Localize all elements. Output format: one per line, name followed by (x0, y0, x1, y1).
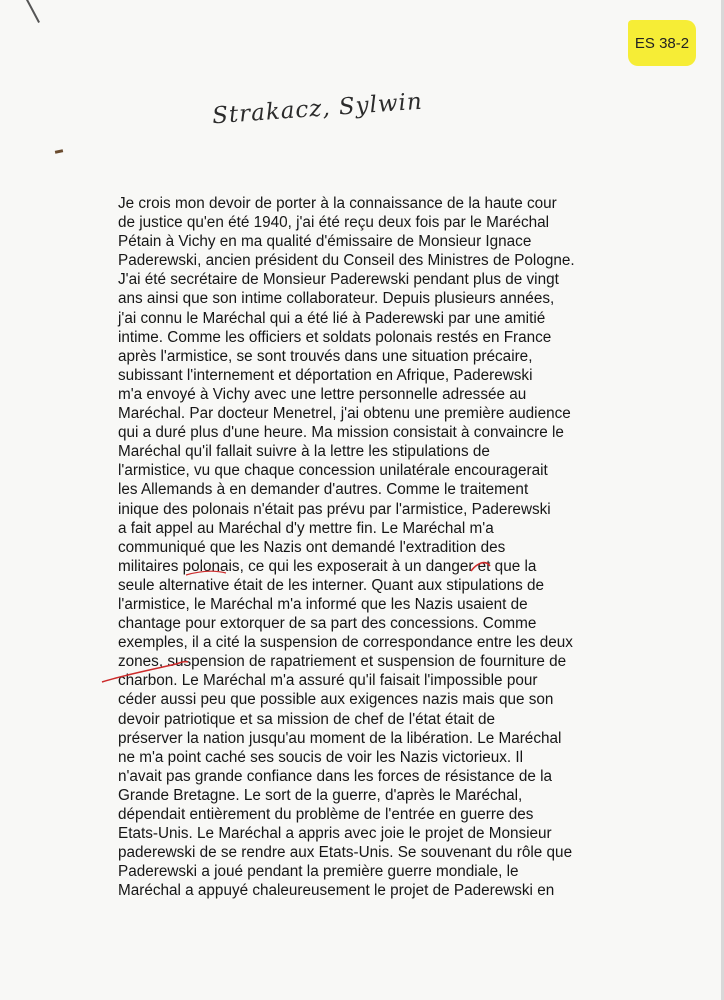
text-line: Maréchal a appuyé chaleureusement le projet de Paderewski en (118, 882, 555, 900)
text-line: subissant l'internement et déportation en Afrique, Paderewski (118, 366, 533, 384)
text-line: chantage pour extorquer de sa part des concessions. Comme (118, 615, 537, 633)
text-line: devoir patriotique et sa mission de chef de l'état était de (118, 710, 496, 728)
text-line: ne m'a point caché ses soucis de voir les Nazis victorieux. Il (118, 748, 524, 766)
archive-reference: ES 38-2 (634, 34, 690, 52)
corner-pen-mark (26, 0, 40, 23)
text-line: Je crois mon devoir de porter à la connaissance de la haute cour (118, 195, 557, 212)
text-line: Paderewski, ancien président du Conseil des Ministres de Pologne. (118, 252, 575, 270)
margin-tick-mark (55, 149, 63, 154)
text-line: dépendait entièrement du problème de l'entrée en guerre des (118, 806, 534, 823)
text-line: charbon. Le Maréchal m'a assuré qu'il faisait l'impossible pour (118, 672, 538, 690)
testimony-paragraph (118, 194, 610, 900)
text-line: J'ai été secrétaire de Monsieur Paderewski pendant plus de vingt (118, 271, 559, 289)
text-line: communiqué que les Nazis ont demandé l'extradition des (118, 538, 506, 556)
text-line: Pétain à Vichy en ma qualité d'émissaire de Monsieur Ignace (118, 233, 532, 251)
text-line: militaires polonais, ce qui les exposerait à un danger et que la (118, 557, 537, 575)
text-line: qui a duré plus d'une heure. Ma mission consistait à convaincre le (118, 424, 564, 442)
text-line: paderewski de se rendre aux Etats-Unis. Se souvenant du rôle que (118, 844, 573, 862)
text-line: Etats-Unis. Le Maréchal a appris avec joie le projet de Monsieur (118, 825, 552, 843)
text-line: ans ainsi que son intime collaborateur. Depuis plusieurs années, (118, 290, 555, 308)
text-line: les Allemands à en demander d'autres. Comme le traitement (118, 481, 529, 499)
text-line: m'a envoyé à Vichy avec une lettre personnelle adressée au (118, 385, 527, 403)
text-line: préserver la nation jusqu'au moment de la libération. Le Maréchal (118, 729, 562, 747)
text-line: l'armistice, vu que chaque concession unilatérale encouragerait (118, 462, 548, 480)
text-line: n'avait pas grande confiance dans les forces de résistance de la (118, 767, 553, 785)
text-line: inique des polonais n'était pas prévu par l'armistice, Paderewski (118, 500, 551, 518)
text-line: Maréchal qu'il fallait suivre à la lettre les stipulations de (118, 443, 490, 461)
handwritten-signature: Strakacz, Sylwin (211, 88, 424, 130)
text-line: zones, suspension de rapatriement et suspension de fourniture de (118, 653, 567, 671)
text-line: seule alternative était de les interner. Quant aux stipulations de (118, 576, 545, 594)
text-line: a fait appel au Maréchal d'y mettre fin. Le Maréchal m'a (118, 519, 494, 537)
text-line: Grande Bretagne. Le sort de la guerre, d'après le Maréchal, (118, 786, 523, 804)
text-line: j'ai connu le Maréchal qui a été lié à Paderewski par une amitié (118, 309, 546, 327)
text-line: exemples, il a cité la suspension de correspondance entre les deux (118, 634, 573, 652)
text-line: de justice qu'en été 1940, j'ai été reçu deux fois par le Maréchal (118, 214, 550, 232)
text-line: céder aussi peu que possible aux exigences nazis mais que son (118, 691, 554, 709)
archive-label-sticker (628, 20, 696, 66)
text-line: Maréchal. Par docteur Menetrel, j'ai obtenu une première audience (118, 405, 571, 423)
text-line: intime. Comme les officiers et soldats polonais restés en France (118, 328, 552, 346)
text-line: l'armistice, le Maréchal m'a informé que les Nazis usaient de (118, 595, 528, 613)
text-line: après l'armistice, se sont trouvés dans une situation précaire, (118, 347, 533, 365)
text-line: Paderewski a joué pendant la première guerre mondiale, le (118, 863, 519, 881)
